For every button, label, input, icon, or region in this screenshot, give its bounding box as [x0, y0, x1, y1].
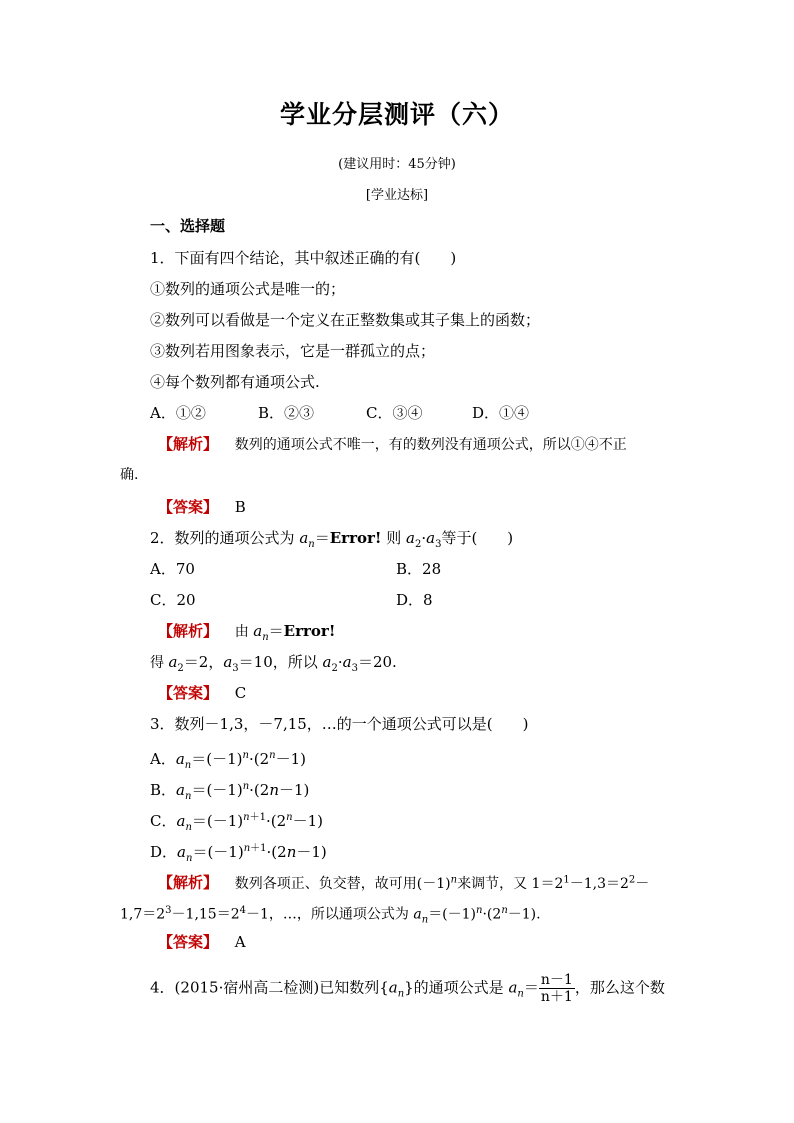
q2-option-b: B．28: [396, 560, 442, 578]
q3-option-tail: (2: [253, 781, 270, 799]
q2-option-a: A．70: [150, 560, 195, 578]
q4-fraction: [539, 972, 575, 1005]
q4-fraction-denominator: n＋1: [540, 989, 573, 1005]
q3-answer-value: A: [234, 933, 246, 951]
q4-stem: 4．(2015·宿州高二检测)已知数列$\{a_n\}$的通项公式是 $a_n=$ $\frac{n-1}{n+1}$ ，那么这个数: [150, 972, 665, 1005]
q1-answer: [158, 497, 246, 517]
q2-option-c: C．20: [150, 591, 196, 609]
q3-option-letter: A．: [150, 750, 176, 768]
q1-analysis: [158, 434, 627, 455]
answer-label: 【答案】: [158, 933, 219, 951]
q3-analysis-part: －: [635, 875, 650, 892]
q2-error-text: Error!: [329, 529, 382, 547]
q3-option-tail2: －1): [279, 781, 310, 799]
q1-answer-value: B: [234, 498, 246, 516]
q1-analysis-text: 数列的通项公式不唯一，有的数列没有通项公式，所以①④不正: [234, 437, 627, 453]
q2-analysis-error: Error!: [283, 622, 336, 640]
analysis-label: 【解析】: [158, 435, 219, 453]
q3-option-tail: (2: [270, 812, 287, 830]
page-title: 学业分层测评（六）: [279, 100, 514, 129]
q3-analysis-part: 来调节，又 1＝2: [457, 875, 564, 892]
q1-option-c: C．③④: [366, 404, 423, 422]
q3-analysis: [158, 870, 649, 894]
q2-analysis-text: 由: [234, 624, 254, 640]
q3-option-letter: B．: [150, 781, 177, 799]
q3-option-tail2: －1): [275, 750, 306, 768]
q2-stem: 2．数列的通项公式为 $a_n=Error$! 则 $a_2\cdot a_3$等于( ): [150, 529, 514, 550]
time-note: (建议用时：45分钟): [338, 157, 456, 172]
q1-option-b: B．②③: [258, 404, 315, 422]
answer-label: 【答案】: [158, 684, 219, 702]
q3-answer: [158, 932, 246, 952]
q3-stem: 3．数列－1,3，－7,15，…的一个通项公式可以是( ): [150, 715, 529, 733]
q2-analysis-result: 得 $a_2=2$，$a_3=10$，所以 $a_2\cdot a_3=20$.: [150, 653, 397, 674]
q3-analysis-part: 数列各项正、负交替，故可用(－1): [234, 875, 451, 892]
q1-option-a: A．①②: [150, 404, 206, 422]
q3-option-d: D．$a_n=(-1)^{n+1}\cdot(2n-1)$: [150, 843, 327, 864]
q4-stem-text: 4．(2015·宿州高二检测)已知数列{: [150, 978, 389, 997]
q3-analysis-part: 1,7＝2: [120, 906, 166, 923]
q2-stem-text: 2．数列的通项公式为: [150, 529, 300, 547]
q2-option-d: D．8: [396, 591, 433, 609]
q3-option-tail2: －1): [292, 812, 324, 830]
q1-option-d: D．①④: [472, 404, 530, 422]
answer-label: 【答案】: [158, 498, 219, 516]
q2-analysis: 【解析】 由 $a_n=Error$!: [158, 622, 336, 643]
q2-answer-value: C: [234, 684, 247, 702]
q4-fraction-numerator: n－1: [540, 972, 573, 988]
q2-stem-end: 等于( ): [441, 529, 514, 547]
q1-item-1: ①数列的通项公式是唯一的；: [150, 280, 346, 298]
analysis-label: 【解析】: [158, 622, 219, 640]
q1-stem: 1．下面有四个结论，其中叙述正确的有( ): [150, 249, 457, 267]
q4-stem-end: ，那么这个数: [574, 978, 665, 997]
q3-option-a: A．$a_n=(-1)^n\cdot(2^n-1)$: [150, 750, 306, 771]
q3-analysis-cont: $1,7=2^3-1,15=2^4-1$，…，所以通项公式为 $a_n=(-1)^n\cdot(2^n-1)$.: [120, 905, 541, 926]
q2-result-c: ＝20.: [357, 653, 397, 671]
q1-analysis-cont: 确.: [120, 467, 139, 483]
q3-option-b: B．$a_n=(-1)^n\cdot(2n-1)$: [150, 781, 310, 802]
q3-option-letter: C．: [150, 812, 177, 830]
q2-stem-then: 则: [381, 529, 407, 547]
q2-result-a: ＝2，: [183, 653, 224, 671]
q2-answer: [158, 683, 246, 703]
q3-option-c: C．$a_n=(-1)^{n+1}\cdot(2^n-1)$: [150, 812, 324, 833]
q3-option-tail: (2: [271, 843, 287, 861]
q3-analysis-part: －1,3＝2: [569, 875, 629, 892]
section-heading: 一、选择题: [150, 217, 226, 235]
q1-item-3: ③数列若用图象表示，它是一群孤立的点；: [150, 342, 436, 360]
q3-analysis-part: －1,15＝2: [171, 906, 240, 923]
q4-stem-text: }的通项公式是: [404, 978, 509, 997]
q3-analysis-text: 数列各项正、负交替，故可用$(-1)^n$来调节，又 $1=2^1-1,3=2^2-$: [234, 874, 650, 892]
q3-option-tail2: －1): [296, 843, 327, 861]
q1-item-4: ④每个数列都有通项公式.: [150, 373, 320, 391]
analysis-label: 【解析】: [158, 873, 219, 892]
q1-item-2: ②数列可以看做是一个定义在正整数集或其子集上的函数；: [150, 311, 541, 329]
section-tag: [学业达标]: [365, 188, 429, 203]
q3-option-letter: D．: [150, 843, 178, 861]
q3-analysis-part: －1，…，所以通项公式为: [246, 906, 414, 923]
q2-result-b: ＝10，所以: [238, 653, 323, 671]
q3-option-tail: (2: [253, 750, 270, 768]
q2-result-prefix: 得: [150, 655, 169, 671]
